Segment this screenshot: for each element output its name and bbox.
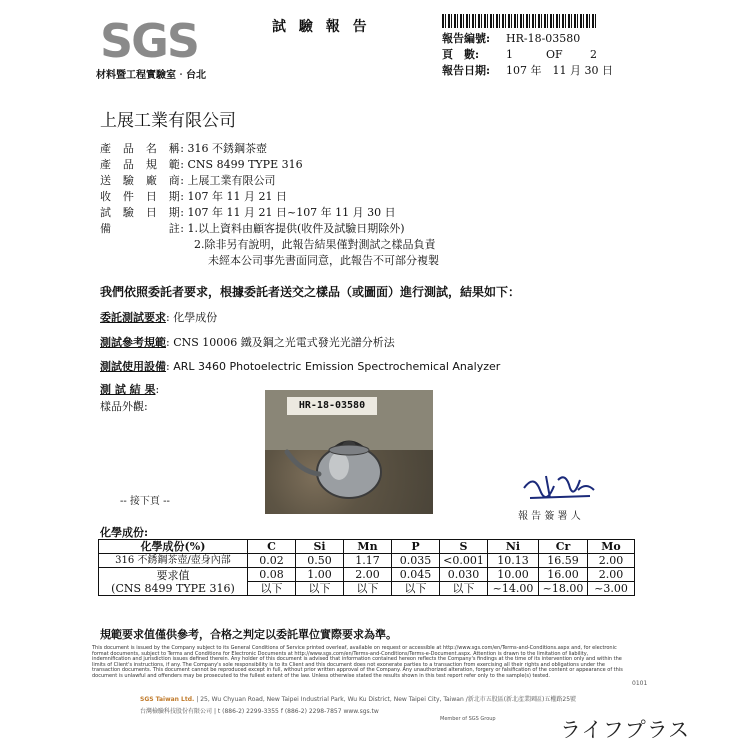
report-number: HR-18-03580 [506, 32, 581, 45]
remark-note-2: 2.除非另有說明，此報告結果僅對測試之樣品負責 [194, 238, 436, 251]
legal-fineprint: This document is issued by the Company subject to its General Conditions of Service printed overleaf, available on request or accessible at http://www.sgs.com/en/Terms-and-Conditions.aspx and, for electronic format documents, subject to Terms and Conditions for Electronic Documents at http://www.sgs.com/en/Terms-and-Conditions/Terms-e-Document.aspx. Attention is drawn to the limitation of liability, indemnification and jurisdiction issues defined therein. Any holder of this document is advised that information contained hereon reflects the Company's findings at the time of its intervention only and within the limits of Client's instructions, if any. The Company's sole responsibility is to its Client and this document does not exonerate parties to a transaction from exercising all their rights and obligations under the transaction documents. This document cannot be reproduced except in full, without prior written approval of the Company. Any unauthorized alteration, forgery or falsification of the content or appearance of this document is unlawful and offenders may be prosecuted to the fullest extent of the law. Unless otherwise stated the results shown in this test report refer only to the sample(s) tested. [92, 645, 623, 679]
test-standard-row: 測試參考規範: CNS 10006 鐵及鋼之光電式發光光譜分析法 [100, 336, 395, 349]
table-header: P [392, 540, 440, 554]
info-value: 316 不銹鋼茶壺 [187, 142, 267, 155]
sample-photo [265, 390, 433, 514]
signer-label: 報 告 簽 署 人 [518, 511, 581, 522]
table-cell: 以下 [296, 582, 344, 596]
table-cell: 0.035 [392, 554, 440, 568]
page-count-label: 頁 數: [442, 48, 480, 61]
info-value: 107 年 11 月 21 日 [187, 190, 287, 203]
footer-company-en: SGS Taiwan Ltd. [140, 696, 195, 703]
page-count-row [442, 46, 597, 62]
table-cell: 以下 [392, 582, 440, 596]
info-value: CNS 8499 TYPE 316 [187, 158, 303, 171]
info-row-received-date [100, 188, 287, 204]
info-value: 1.以上資料由顧客提供(收件及試驗日期除外) [187, 222, 405, 235]
photo-ticket: HR-18-03580 [287, 397, 377, 415]
item-label: 測 試 結 果 [100, 383, 156, 396]
table-cell: 16.59 [539, 554, 588, 568]
page-tag: 0101 [632, 680, 648, 687]
continued-next-page: -- 接下頁 -- [120, 496, 170, 507]
footnote: 規範要求值僅供參考，合格之判定以委託單位實際要求為準。 [100, 628, 397, 641]
page-total: 2 [590, 48, 597, 61]
table-header: 化學成份(%) [99, 540, 248, 554]
table-header: S [440, 540, 488, 554]
info-label: 產 品 規 範: [100, 158, 184, 171]
table-cell: 10.00 [488, 568, 539, 582]
table-cell: 16.00 [539, 568, 588, 582]
report-date-row [442, 62, 613, 78]
info-row-product-name [100, 140, 267, 156]
table-header: Mo [588, 540, 635, 554]
page-of: OF [546, 48, 563, 61]
sgs-logo: SGS [100, 14, 199, 68]
test-result-row: 測 試 結 果: [100, 383, 160, 396]
table-cell: 2.00 [588, 554, 635, 568]
table-cell: 2.00 [588, 568, 635, 582]
table-cell: 2.00 [344, 568, 392, 582]
report-number-row [442, 30, 580, 46]
table-cell: ~3.00 [588, 582, 635, 596]
info-value: 107 年 11 月 21 日~107 年 11 月 30 日 [187, 206, 396, 219]
page-current: 1 [506, 48, 513, 61]
table-header-row [99, 540, 635, 554]
table-cell: 316 不銹鋼茶壺/壺身內部 [99, 554, 248, 568]
test-request-row: 委託測試要求: 化學成份 [100, 311, 218, 324]
table-header: Ni [488, 540, 539, 554]
table-cell: 以下 [344, 582, 392, 596]
footer-company-cn: 台灣檢驗科技股份有限公司 [140, 708, 213, 715]
test-statement: 我們依照委託者要求，根據委託者送交之樣品（或圖面）進行測試，結果如下： [100, 285, 521, 299]
footer-line: SGS Taiwan Ltd. | 25, Wu Chyuan Road, New Taipei Industrial Park, Wu Ku District, New Taipei City, Taiwan /新北市五股區(新北產業園區)五權路25號 [140, 696, 577, 703]
footer-line-2: 台灣檢驗科技股份有限公司 | t (886-2) 2299-3355 f (886-2) 2298-7857 www.sgs.tw [140, 708, 379, 715]
barcode-icon [442, 14, 598, 28]
item-value: CNS 10006 鐵及鋼之光電式發光光譜分析法 [173, 336, 395, 349]
footer-tel: t (886-2) 2299-3355 [217, 708, 279, 715]
item-label: 測試使用設備 [100, 360, 166, 373]
info-label: 收 件 日 期: [100, 190, 184, 203]
footer-address: 25, Wu Chyuan Road, New Taipei Industrial Park, Wu Ku District, New Taipei City, Taiwan /新北市五股區(新北產業園區)五權路25號 [200, 696, 577, 703]
table-row [99, 568, 635, 582]
info-label: 備 註: [100, 222, 184, 235]
table-cell: 0.030 [440, 568, 488, 582]
table-cell: 10.13 [488, 554, 539, 568]
footer-fax: f (886-2) 2298-7857 [280, 708, 342, 715]
item-label: 委託測試要求 [100, 311, 166, 324]
table-header: Si [296, 540, 344, 554]
item-value: 化學成份 [173, 311, 218, 324]
info-label: 產 品 名 稱: [100, 142, 184, 155]
info-label: 試 驗 日 期: [100, 206, 184, 219]
footer-member: Member of SGS Group [440, 716, 496, 722]
table-cell: 以下 [248, 582, 296, 596]
table-cell: 0.045 [392, 568, 440, 582]
report-date: 107 年 11 月 30 日 [506, 64, 613, 77]
lab-name: 材料暨工程實驗室‧台北 [96, 70, 206, 81]
report-number-label: 報告編號: [442, 32, 491, 45]
sample-appearance-label: 樣品外觀: [100, 400, 148, 413]
table-cell: ~18.00 [539, 582, 588, 596]
info-row-submitter [100, 172, 276, 188]
info-value: 上展工業有限公司 [187, 174, 276, 187]
table-cell: 0.50 [296, 554, 344, 568]
test-equipment-row: 測試使用設備: ARL 3460 Photoelectric Emission Spectrochemical Analyzer [100, 360, 501, 373]
chemical-composition-title: 化學成份: [100, 526, 149, 539]
requirement-label: 要求值 [156, 568, 190, 582]
signature [520, 468, 600, 504]
report-title: 試 驗 報 告 [272, 19, 371, 35]
table-cell: 以下 [440, 582, 488, 596]
table-row [99, 554, 635, 568]
table-header: Mn [344, 540, 392, 554]
requirement-label-cell [99, 568, 248, 596]
info-row-remarks [100, 220, 405, 236]
table-cell: 1.17 [344, 554, 392, 568]
teapot-icon [265, 390, 433, 514]
item-value: ARL 3460 Photoelectric Emission Spectrochemical Analyzer [173, 360, 501, 373]
info-row-test-date [100, 204, 396, 220]
remark-note-3: 未經本公司事先書面同意，此報告不可部分複製 [208, 254, 439, 267]
company-name: 上展工業有限公司 [100, 111, 236, 131]
table-cell: 1.00 [296, 568, 344, 582]
info-label: 送 驗 廠 商: [100, 174, 184, 187]
info-row-product-spec [100, 156, 303, 172]
table-cell: 0.02 [248, 554, 296, 568]
watermark: ライフプラス [560, 718, 691, 742]
item-label: 測試參考規範 [100, 336, 166, 349]
chemical-composition-table [98, 539, 635, 596]
requirement-standard: (CNS 8499 TYPE 316) [111, 581, 235, 595]
table-header: Cr [539, 540, 588, 554]
table-header: C [248, 540, 296, 554]
table-cell: ~14.00 [488, 582, 539, 596]
table-cell: 0.08 [248, 568, 296, 582]
report-date-label: 報告日期: [442, 64, 491, 77]
table-cell: <0.001 [440, 554, 488, 568]
footer-web: www.sgs.tw [343, 708, 379, 715]
